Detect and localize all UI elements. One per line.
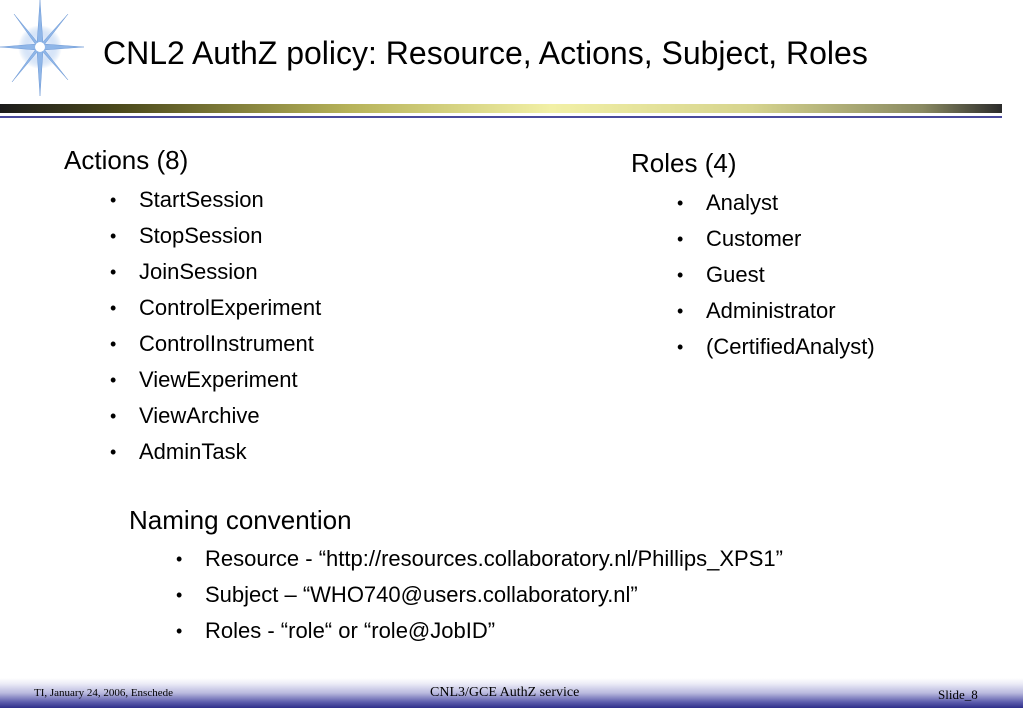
naming-heading: Naming convention xyxy=(129,505,352,535)
action-item: • AdminTask xyxy=(110,439,321,475)
role-item: • Customer xyxy=(677,226,875,262)
footer-presentation-title: CNL3/GCE AuthZ service xyxy=(430,685,580,700)
starburst-logo-icon xyxy=(0,0,86,100)
action-item: • ControlInstrument xyxy=(110,331,321,367)
action-item: • ViewExperiment xyxy=(110,367,321,403)
footer-date-location: TI, January 24, 2006, Enschede xyxy=(34,687,173,699)
action-item: • StopSession xyxy=(110,223,321,259)
naming-list xyxy=(176,546,783,654)
action-item: • ControlExperiment xyxy=(110,295,321,331)
naming-item: • Resource - “http://resources.collaboratory.nl/Phillips_XPS1” xyxy=(176,546,783,582)
action-item: • JoinSession xyxy=(110,259,321,295)
roles-list xyxy=(677,190,875,370)
role-item: • Administrator xyxy=(677,298,875,334)
title-gradient-rule xyxy=(0,104,1002,113)
role-item: • (CertifiedAnalyst) xyxy=(677,334,875,370)
action-item: • StartSession xyxy=(110,187,321,223)
role-item: • Analyst xyxy=(677,190,875,226)
naming-item: • Roles - “role“ or “role@JobID” xyxy=(176,618,783,654)
action-item: • ViewArchive xyxy=(110,403,321,439)
footer-slide-number: Slide_8 xyxy=(938,687,978,702)
title-thin-rule xyxy=(0,116,1002,118)
roles-heading: Roles (4) xyxy=(631,148,737,178)
naming-item: • Subject – “WHO740@users.collaboratory.nl” xyxy=(176,582,783,618)
actions-list xyxy=(110,187,321,475)
slide-title: CNL2 AuthZ policy: Resource, Actions, Subject, Roles xyxy=(103,35,868,71)
role-item: • Guest xyxy=(677,262,875,298)
actions-heading: Actions (8) xyxy=(64,145,189,175)
